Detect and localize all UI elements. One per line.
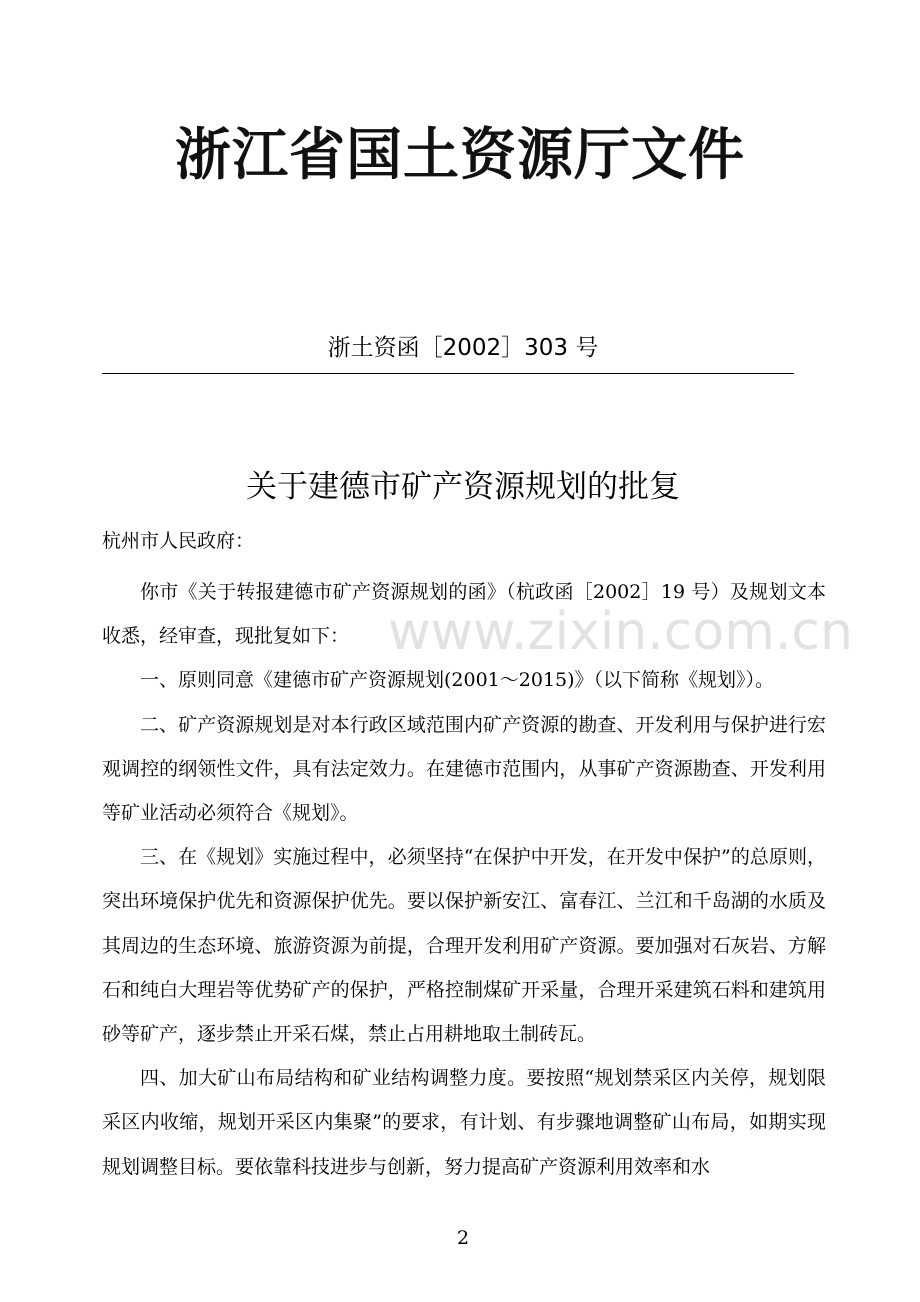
paragraph: 你市《关于转报建德市矿产资源规划的函》（杭政函［2002］19 号）及规划文本收悉，经审查，现批复如下： — [102, 581, 826, 648]
watermark: www.zixin.com.cn — [388, 602, 853, 662]
document-title: 关于建德市矿产资源规划的批复 — [246, 469, 680, 505]
document-body — [102, 570, 826, 1189]
paragraph: 三、在《规划》实施过程中，必须坚持“在保护中开发，在开发中保护”的总原则，突出环境保护优先和资源保护优先。要以保护新安江、富春江、兰江和千岛湖的水质及其周边的生态环境、旅游资源为前提，合理开发利用矿产资源。要加强对石灰岩、方解石和纯白大理岩等优势矿产的保护，严格控制煤矿开采量，合理开采建筑石料和建筑用砂等矿产，逐步禁止开采石煤，禁止占用耕地取土制砖瓦。 — [102, 846, 826, 1046]
header-divider — [102, 373, 794, 374]
paragraph: 一、原则同意《建德市矿产资源规划(2001～2015)》（以下简称《规划》）。 — [140, 669, 775, 692]
recipient: 杭州市人民政府： — [102, 530, 255, 552]
paragraph: 二、矿产资源规划是对本行政区域范围内矿产资源的勘查、开发利用与保护进行宏观调控的纲领性文件，具有法定效力。在建德市范围内，从事矿产资源勘查、开发利用等矿业活动必须符合《规划》。 — [102, 713, 826, 825]
document-number: 浙土资函［2002］303 号 — [327, 335, 599, 361]
issuer-header-title: 浙江省国土资源厅文件 — [175, 123, 745, 188]
page-number: 2 — [456, 1227, 470, 1249]
paragraph: 四、加大矿山布局结构和矿业结构调整力度。要按照“规划禁采区内关停，规划限采区内收缩，规划开采区内集聚”的要求，有计划、有步骤地调整矿山布局，如期实现规划调整目标。要依靠科技进步与创新，努力提高矿产资源利用效率和水 — [102, 1067, 826, 1178]
